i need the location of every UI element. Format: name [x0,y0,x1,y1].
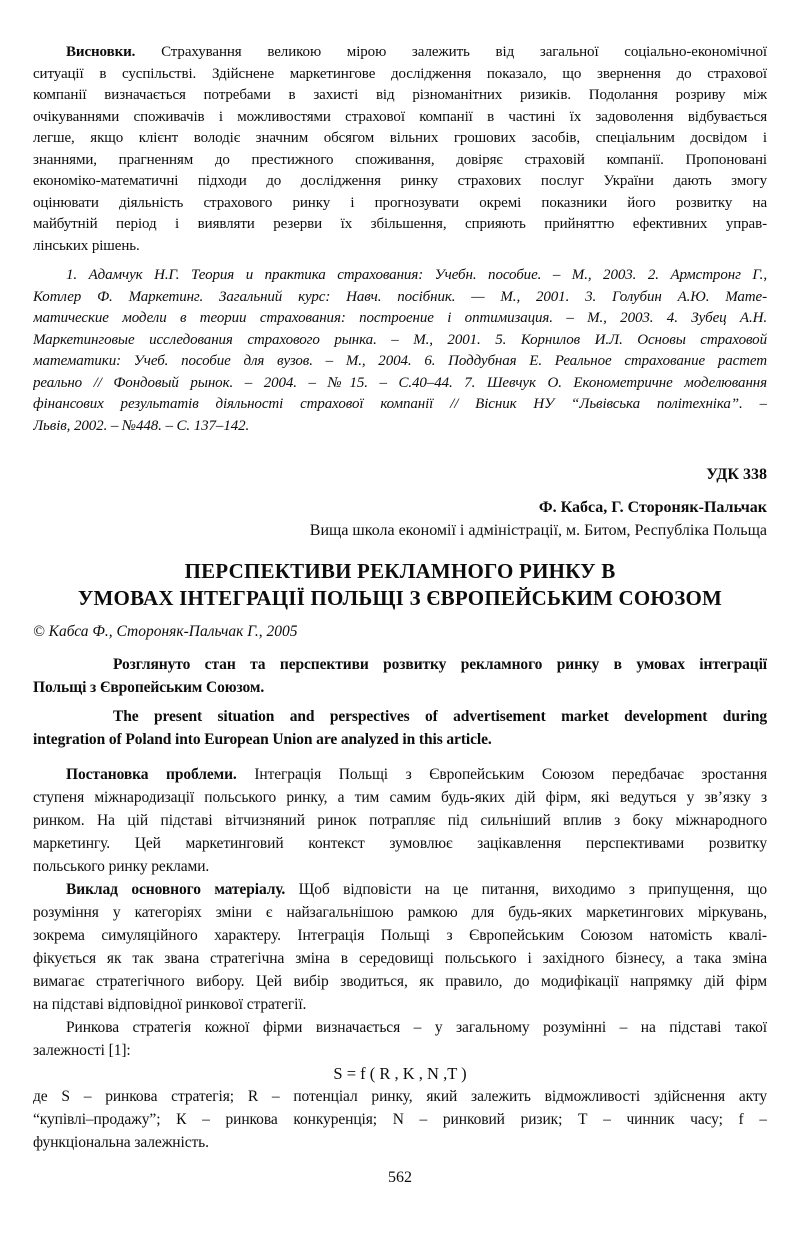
text-line: Маркетинговые исследования страхового рынка. – М., 2001. 5. Корнилов И.Л. Основы страховой [33,331,767,348]
page-number: 562 [388,1169,412,1186]
text-line: лінських рішень. [33,237,140,254]
main-material-lines [33,901,767,1016]
text-line: ступеня міжнародизації польського ринку, а тим самим будь-яких дій фірм, які ведуться у зв’язку з [33,789,767,806]
text-line: компанії визначається потребами в захисті від різноманітних ризиків. Подолання розриву між [33,87,767,103]
text-line: Львів, 2002. – №448. – С. 137–142. [33,417,250,434]
udc-label: УДК 338 [706,466,767,483]
text-line: The present situation and perspectives of advertisement market development during [113,708,767,725]
text-line: зокрема симуляційного характеру. Інтеграція Польщі з Європейським Союзом натомість квалі- [33,927,767,944]
text-line: “купівлі–продажу”; К – ринкова конкуренція; N – ринковий ризик; Т – чинник часу; f – [33,1111,767,1128]
text-line: Розглянуто стан та перспективи розвитку рекламного ринку в умовах інтеграції [113,656,767,673]
text-line [33,42,767,64]
text-line: 1. Адамчук Н.Г. Теория и практика страхования: Учебн. пособие. – М., 2003. 2. Армстронг Г., [66,267,767,283]
text-line: вимагає стратегічного вибору. Цей вибір зводиться, як правило, до модифікації напрямку дій фірм [33,973,767,990]
text-line: знаннями, прагненням до престижного споживання, довіряє страховій компанії. Пропоновані [33,151,767,168]
text-line: integration of Poland into European Union are analyzed in this article. [33,731,492,748]
article-title-line-1: ПЕРСПЕКТИВИ РЕКЛАМНОГО РИНКУ В [184,559,616,583]
authors-line: Ф. Кабса, Г. Стороняк-Пальчак [538,499,767,516]
problem-statement-lead: Постановка проблеми. [66,766,237,783]
text-line: маркетингу. Цей маркетинговий контекст зумовлює зацікавлення перспективами розвитку [33,835,767,852]
text-line: залежності [1]: [33,1042,131,1059]
text-line: Ринкова стратегія кожної фірми визначається – у загальному розумінні – на підставі такої [66,1019,767,1036]
main-material-paragraph [33,878,767,1016]
abstract-english [33,705,767,751]
text-line: економіко-математичні підходи до дослідження ринку страхових послуг України дають змогу [33,173,767,189]
text-line: оцінювати діяльність страхового ринку і прогнозувати окремі показники його розвитку на [33,194,767,211]
text-line: Котлер Ф. Маркетинг. Загальний курс: Навч. посібник. — М., 2001. 3. Голубин А.Ю. Мате- [33,288,767,305]
conclusions-lines [33,64,767,258]
formula: S = f ( R , K , N ,T ) [333,1064,467,1083]
text-line: очікуваннями споживачів і можливостями страхової компанії в частині їх задоволення відбувається [33,108,767,125]
text-line: ситуації в суспільстві. Здійснене маркетингове дослідження показало, що звернення до страхової [33,65,767,82]
text-line: де S – ринкова стратегія; R – потенціал ринку, який залежить відможливості здійснення акту [33,1088,767,1105]
abstract-ukrainian [33,653,767,699]
text-line: легше, якщо клієнт володіє значним обсягом вільних грошових засобів, спеціальним досвідом і [33,130,767,146]
conclusions-paragraph [33,42,767,257]
abstract-ukrainian-lines [33,653,767,699]
abstract-english-lines [33,705,767,751]
strategy-paragraph [33,1016,767,1062]
text-line [33,878,767,901]
main-material-lead: Виклад основного матеріалу. [66,881,286,898]
text-line: математики: Учеб. пособие для вузов. – М., 2004. 6. Поддубная Е. Реальное страхование растет [33,353,767,369]
text-line: розуміння у категоріях зміни є найзагальнішою рамкою для будь-яких маркетингових міркувань, [33,904,767,921]
text-line [33,763,767,786]
problem-statement-lines [33,786,767,878]
text-line: функціональна залежність. [33,1134,209,1151]
formula-explanation-lines [33,1085,767,1154]
text-line: польського ринку реклами. [33,858,210,875]
conclusions-first-line-text: Страхування великою мірою залежить від загальної соціально-економічної [135,44,767,60]
strategy-lines [33,1016,767,1062]
text-line: фінансових результатів діяльності страхової компанії // Вісник НУ “Львівська політехніка”. – [33,396,767,412]
text-line: фікується як так звана стратегічна зміна в середовищі польського і західного бізнесу, а така зміна [33,950,767,967]
text-line: Польщі з Європейським Союзом. [33,679,265,696]
text-line: реально // Фондовый рынок. – 2004. – №15. – С.40–44. 7. Шевчук О. Економетричне моделювання [33,374,767,391]
main-material-first-line-text: Щоб відповісти на це питання, виходимо з припущення, що [285,881,767,898]
article-title [33,558,767,612]
text-line: матические модели в теории страхования: построение і оптимизация. – М., 2003. 4. Зубец А.Н. [33,310,767,326]
article-title-line-2: УМОВАХ ІНТЕГРАЦІЇ ПОЛЬЩІ З ЄВРОПЕЙСЬКИМ СОЮЗОМ [77,586,723,610]
text-line: ринком. На цій підставі вітчизняний ринок потрапляє під сильніший вплив з боку міжнародного [33,812,767,829]
formula-explanation-paragraph [33,1085,767,1154]
affiliation-line: Вища школа економії і адміністрації, м. Битом, Республіка Польща [309,522,767,539]
references-paragraph [33,265,767,437]
text-line: майбутній період і виявляти резерви їх збільшення, сприяють прийняттю ефективних управ- [33,216,767,232]
references-lines [33,265,767,437]
conclusions-lead: Висновки. [66,44,136,60]
text-line: на підставі відповідної ринкової стратегії. [33,996,307,1013]
copyright-line: © Кабса Ф., Стороняк-Пальчак Г., 2005 [33,623,298,640]
problem-first-line-text: Інтеграція Польщі з Європейським Союзом передбачає зростання [236,766,767,783]
problem-statement-paragraph [33,763,767,878]
